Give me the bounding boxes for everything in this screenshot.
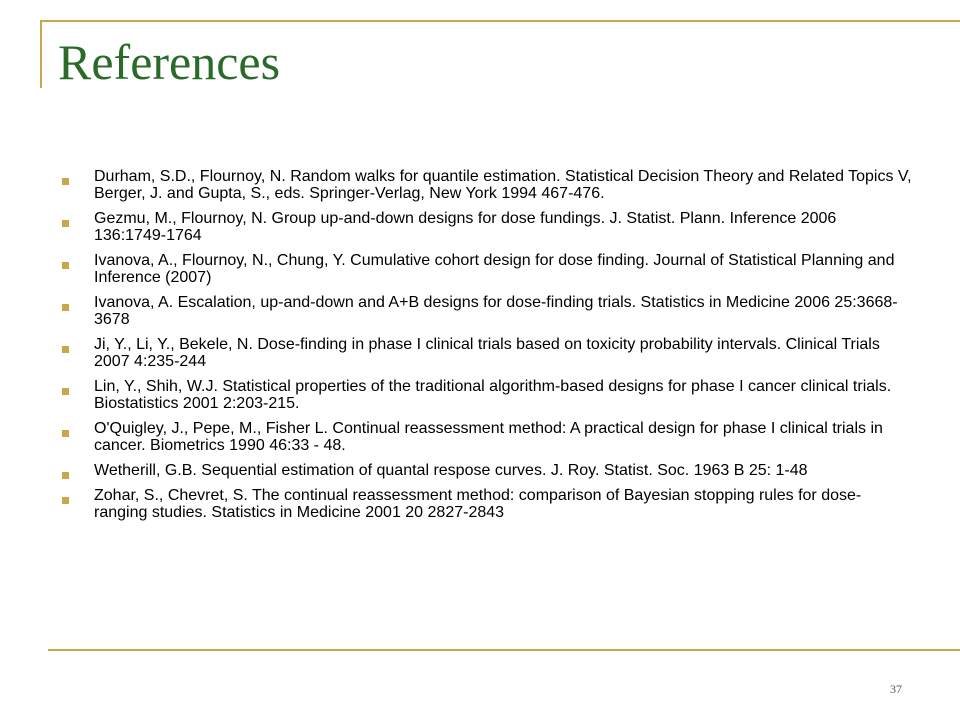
reference-item xyxy=(62,336,912,370)
reference-text: Durham, S.D., Flournoy, N. Random walks for quantile estimation. Statistical Decision Theory and Related Topics V, Berger, J. and Gupta, S., eds. Springer-Verlag, New York 1994 467-476. xyxy=(94,168,912,202)
square-bullet-icon xyxy=(62,497,69,504)
square-bullet-icon xyxy=(62,262,69,269)
reference-item xyxy=(62,210,912,244)
left-border-line xyxy=(40,20,42,88)
reference-item xyxy=(62,252,912,286)
slide-title: References xyxy=(58,34,281,90)
reference-text: Ivanova, A. Escalation, up-and-down and A+B designs for dose-finding trials. Statistics in Medicine 2006 25:3668-3678 xyxy=(94,294,898,328)
reference-text: Lin, Y., Shih, W.J. Statistical properties of the traditional algorithm-based designs for phase I cancer clinical trials. Biostatistics 2001 2:203-215. xyxy=(94,378,892,412)
reference-text: Wetherill, G.B. Sequential estimation of quantal respose curves. J. Roy. Statist. Soc. 1963 B 25: 1-48 xyxy=(94,462,808,479)
reference-item xyxy=(62,462,912,479)
square-bullet-icon xyxy=(62,388,69,395)
reference-text: Zohar, S., Chevret, S. The continual reassessment method: comparison of Bayesian stopping rules for dose-ranging studies. Statistics in Medicine 2001 20 2827-2843 xyxy=(94,487,862,521)
reference-text: Ji, Y., Li, Y., Bekele, N. Dose-finding in phase I clinical trials based on toxicity probability intervals. Clinical Trials 2007 4:235-244 xyxy=(94,336,880,370)
square-bullet-icon xyxy=(62,430,69,437)
page-number: 37 xyxy=(890,682,902,696)
square-bullet-icon xyxy=(62,220,69,227)
square-bullet-icon xyxy=(62,304,69,311)
reference-item xyxy=(62,294,912,328)
reference-item xyxy=(62,378,912,412)
reference-text: Ivanova, A., Flournoy, N., Chung, Y. Cumulative cohort design for dose finding. Journal of Statistical Planning and Inference (2007) xyxy=(94,252,895,286)
square-bullet-icon xyxy=(62,346,69,353)
reference-item xyxy=(62,487,912,521)
top-border-line xyxy=(40,20,960,22)
reference-text: O'Quigley, J., Pepe, M., Fisher L. Continual reassessment method: A practical design for phase I clinical trials in cancer. Biometrics 1990 46:33 - 48. xyxy=(94,420,883,454)
square-bullet-icon xyxy=(62,178,69,185)
reference-list xyxy=(62,168,912,529)
square-bullet-icon xyxy=(62,472,69,479)
bottom-border-line xyxy=(48,649,960,651)
reference-item xyxy=(62,420,912,454)
reference-item xyxy=(62,168,912,202)
reference-text: Gezmu, M., Flournoy, N. Group up-and-down designs for dose fundings. J. Statist. Plann. Inference 2006 136:1749-1764 xyxy=(94,210,837,244)
